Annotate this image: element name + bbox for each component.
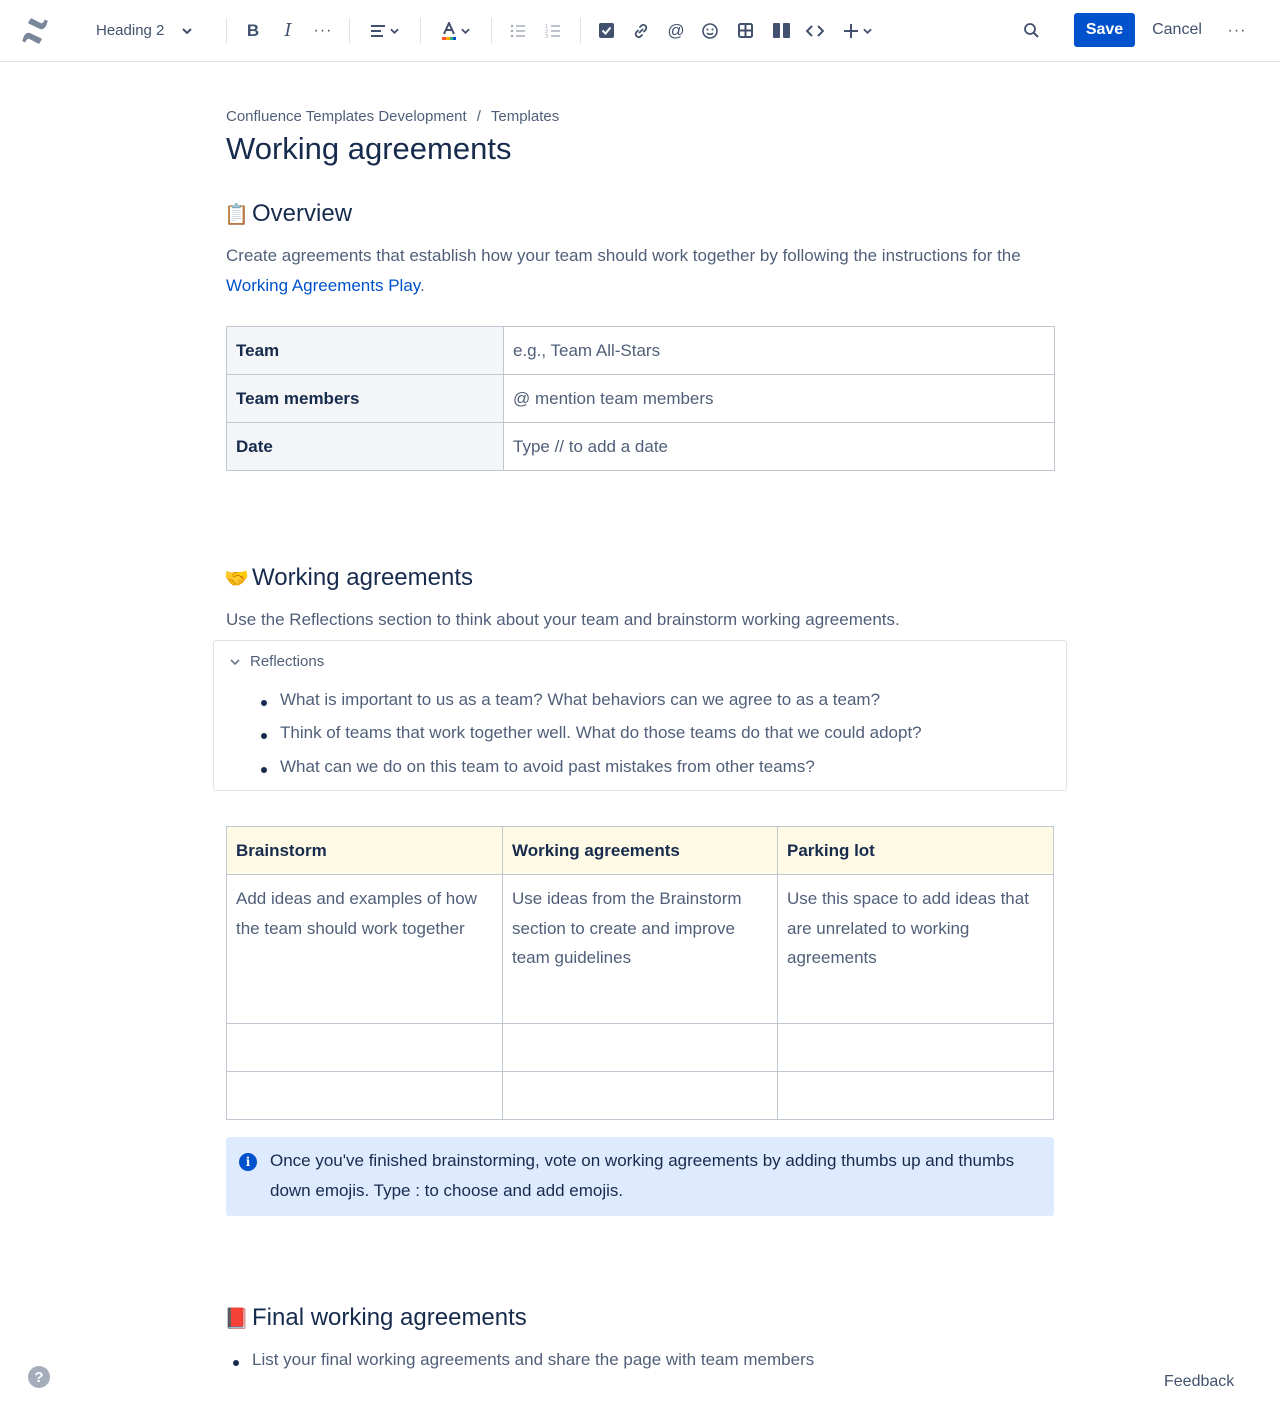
final-agreements-heading-text: Final working agreements (252, 1304, 527, 1331)
book-icon: 📕 (224, 1307, 249, 1330)
toolbar-divider (349, 18, 350, 44)
chevron-down-icon (461, 28, 470, 34)
breadcrumb-separator: / (476, 108, 481, 125)
brainstorm-header[interactable]: Brainstorm (227, 827, 503, 875)
toolbar-divider (491, 18, 492, 44)
numbered-list-icon[interactable] (543, 0, 563, 61)
overview-heading[interactable] (224, 200, 352, 228)
code-icon[interactable] (804, 0, 826, 61)
table-row (227, 827, 1054, 875)
list-item[interactable]: List your final working agreements and share the page with team members (252, 1350, 815, 1369)
table-row (227, 1072, 1054, 1120)
search-icon[interactable] (1021, 0, 1041, 61)
handshake-icon: 🤝 (224, 567, 249, 590)
clipboard-icon: 📋 (224, 203, 249, 226)
text-color-dropdown[interactable] (437, 0, 473, 61)
layout-icon[interactable] (770, 0, 792, 61)
text-style-label: Heading 2 (96, 22, 165, 39)
italic-icon[interactable]: I (284, 20, 292, 41)
plus-icon (844, 24, 858, 38)
working-agreements-play-link[interactable]: Working Agreements Play (226, 275, 421, 295)
table-icon[interactable] (735, 0, 755, 61)
info-icon: i (239, 1153, 257, 1171)
alignment-dropdown[interactable] (366, 0, 402, 61)
working-agreements-heading[interactable] (224, 564, 473, 592)
table-header-cell[interactable]: Team (227, 327, 504, 375)
chevron-down-icon (230, 659, 240, 665)
mention-icon[interactable]: @ (667, 20, 685, 40)
table-header-cell[interactable]: Team members (227, 375, 504, 423)
final-agreements-heading[interactable] (224, 1304, 527, 1332)
working-agreements-header[interactable]: Working agreements (503, 827, 778, 875)
table-header-cell[interactable]: Date (227, 423, 504, 471)
emoji-icon[interactable] (700, 0, 720, 61)
table-row (227, 875, 1054, 1024)
empty-cell[interactable] (227, 1072, 503, 1120)
chevron-down-icon (182, 28, 192, 34)
working-agreements-cell[interactable]: Use ideas from the Brainstorm section to create and improve team guidelines (503, 875, 778, 1024)
chevron-down-icon (863, 28, 872, 34)
parking-lot-cell[interactable]: Use this space to add ideas that are unrelated to working agreements (778, 875, 1054, 1024)
bullet-list-icon[interactable] (508, 0, 528, 61)
toolbar-divider (580, 18, 581, 44)
bold-icon[interactable]: B (246, 20, 260, 40)
team-members-value-cell[interactable]: @ mention team members (504, 375, 1055, 423)
overview-text-end: . (420, 275, 425, 295)
table-row (227, 423, 1055, 471)
agreements-intro[interactable]: Use the Reflections section to think about your team and brainstorm working agreements. (226, 610, 900, 629)
toolbar-divider (226, 18, 227, 44)
date-value-cell[interactable]: Type // to add a date (504, 423, 1055, 471)
svg-text:1: 1 (545, 23, 549, 30)
align-left-icon (370, 24, 386, 38)
list-item[interactable]: Think of teams that work together well. What do those teams do that we could adopt? (280, 723, 922, 742)
overview-heading-text: Overview (252, 200, 353, 227)
reflections-expand (213, 640, 1067, 791)
more-options-icon[interactable]: ··· (1227, 21, 1247, 39)
cancel-button[interactable]: Cancel (1152, 21, 1202, 38)
text-style-dropdown[interactable] (96, 0, 206, 61)
confluence-logo-icon[interactable] (18, 0, 52, 61)
link-icon[interactable] (631, 0, 651, 61)
empty-cell[interactable] (503, 1024, 778, 1072)
breadcrumb-space-link[interactable]: Confluence Templates Development (226, 108, 467, 125)
brainstorm-cell[interactable]: Add ideas and examples of how the team should work together (227, 875, 503, 1024)
help-icon[interactable]: ? (28, 1366, 50, 1388)
team-info-table (226, 326, 1055, 471)
overview-text: Create agreements that establish how your team should work together by following the instructions for the (226, 246, 1021, 265)
reflections-expand-toggle[interactable] (230, 653, 324, 670)
empty-cell[interactable] (778, 1024, 1054, 1072)
toolbar-divider (420, 18, 421, 44)
empty-cell[interactable] (503, 1072, 778, 1120)
more-formatting-icon[interactable]: ··· (313, 21, 333, 39)
info-panel[interactable] (226, 1137, 1054, 1216)
table-row (227, 1024, 1054, 1072)
insert-dropdown[interactable] (840, 0, 876, 61)
reflections-title: Reflections (250, 653, 325, 670)
table-row (227, 327, 1055, 375)
action-item-icon[interactable] (596, 0, 616, 61)
info-panel-text: Once you've finished brainstorming, vote on working agreements by adding thumbs up and thumbs down emojis. Type : to choose and add emojis. (270, 1151, 1015, 1200)
table-row (227, 375, 1055, 423)
breadcrumb-parent-link[interactable]: Templates (490, 108, 560, 125)
page-title[interactable]: Working agreements (226, 131, 512, 166)
save-button[interactable]: Save (1074, 13, 1135, 47)
parking-lot-header[interactable]: Parking lot (778, 827, 1054, 875)
editor-toolbar (0, 0, 1280, 62)
chevron-down-icon (390, 28, 399, 34)
list-item[interactable]: What is important to us as a team? What behaviors can we agree to as a team? (280, 690, 881, 709)
text-color-icon (441, 22, 457, 40)
feedback-button[interactable]: Feedback (1164, 1373, 1235, 1390)
empty-cell[interactable] (227, 1024, 503, 1072)
svg-text:2: 2 (545, 28, 549, 35)
team-value-cell[interactable]: e.g., Team All-Stars (504, 327, 1055, 375)
empty-cell[interactable] (778, 1072, 1054, 1120)
list-item[interactable]: What can we do on this team to avoid past mistakes from other teams? (280, 757, 815, 776)
brainstorm-table (226, 826, 1054, 1120)
overview-paragraph[interactable] (226, 241, 1056, 300)
working-agreements-heading-text: Working agreements (252, 564, 473, 591)
svg-text:3: 3 (545, 33, 549, 38)
breadcrumb (226, 108, 559, 125)
